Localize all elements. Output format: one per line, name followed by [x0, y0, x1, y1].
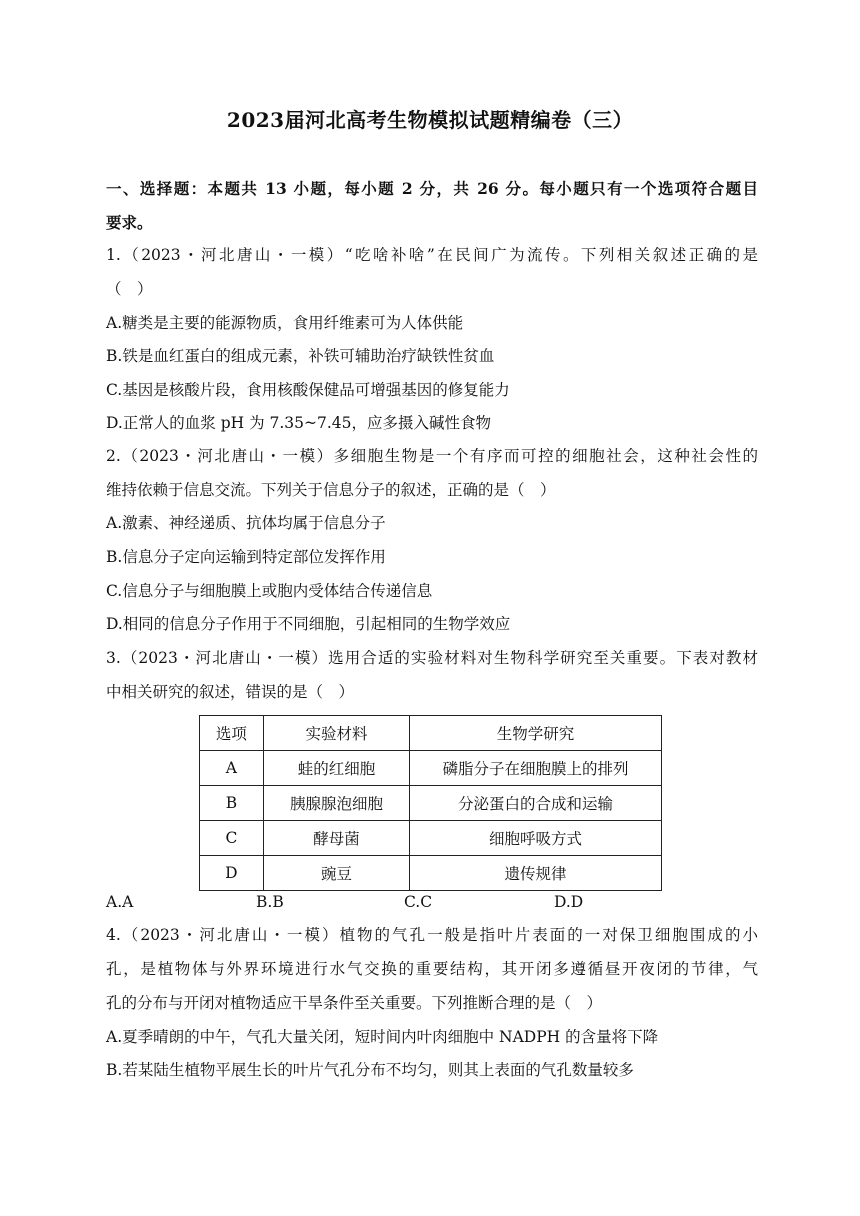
- table-row: [200, 821, 662, 856]
- table-cell: D: [200, 856, 264, 891]
- q1-option-b: B.铁是血红蛋白的组成元素，补铁可辅助治疗缺铁性贫血: [106, 347, 495, 365]
- table-cell: 蛙的红细胞: [263, 751, 409, 786]
- q1-option-c: C.基因是核酸片段，食用核酸保健品可增强基因的修复能力: [106, 381, 510, 399]
- table-cell: 胰腺腺泡细胞: [263, 786, 409, 821]
- table-row: [200, 751, 662, 786]
- q3-option-b: B.B: [256, 893, 284, 911]
- section-heading: [106, 172, 758, 240]
- table-cell: 分泌蛋白的合成和运输: [410, 786, 662, 821]
- table-cell: 豌豆: [263, 856, 409, 891]
- table-header-cell: 选项: [200, 716, 264, 751]
- q1-option-a: A.糖类是主要的能源物质，食用纤维素可为人体供能: [106, 314, 464, 332]
- table-cell: 遗传规律: [410, 856, 662, 891]
- q1-stem-line-1: 1.（2023・河北唐山・一模）“吃啥补啥”在民间广为流传。下列相关叙述正确的是: [106, 246, 758, 264]
- q4-stem-line-2: 孔，是植物体与外界环境进行水气交换的重要结构，其开闭多遵循昼开夜闭的节律，气: [106, 960, 758, 978]
- page-title: 2023届河北高考生物模拟试题精编卷（三）: [226, 108, 634, 132]
- q2-option-d: D.相同的信息分子作用于不同细胞，引起相同的生物学效应: [106, 615, 511, 633]
- q3-table: [199, 715, 662, 891]
- q3-stem-line-2: 中相关研究的叙述，错误的是（ ）: [106, 683, 355, 701]
- q4-stem-line-3: 孔的分布与开闭对植物适应干旱条件至关重要。下列推断合理的是（ ）: [106, 994, 603, 1012]
- q3-option-a: A.A: [106, 893, 134, 911]
- q1-stem-line-2: （ ）: [106, 280, 153, 298]
- q2-option-b: B.信息分子定向运输到特定部位发挥作用: [106, 548, 386, 566]
- section-heading-line-1: 一、选择题：本题共 13 小题，每小题 2 分，共 26 分。每小题只有一个选项符合题目: [106, 179, 758, 198]
- q2-stem-line-1: 2.（2023・河北唐山・一模）多细胞生物是一个有序而可控的细胞社会，这种社会性的: [106, 447, 758, 465]
- q4-option-a: A.夏季晴朗的中午，气孔大量关闭，短时间内叶肉细胞中 NADPH 的含量将下降: [106, 1028, 659, 1046]
- table-cell: 酵母菌: [263, 821, 409, 856]
- table-row: [200, 786, 662, 821]
- q2-stem-line-2: 维持依赖于信息交流。下列关于信息分子的叙述，正确的是（ ）: [106, 481, 556, 499]
- table-cell: A: [200, 751, 264, 786]
- table-header-row: [200, 716, 662, 751]
- q3-option-c: C.C: [404, 893, 433, 911]
- q2-option-c: C.信息分子与细胞膜上或胞内受体结合传递信息: [106, 582, 433, 600]
- q2-option-a: A.激素、神经递质、抗体均属于信息分子: [106, 514, 386, 532]
- table-row: [200, 856, 662, 891]
- q4-stem-line-1: 4.（2023・河北唐山・一模）植物的气孔一般是指叶片表面的一对保卫细胞围成的小: [106, 926, 758, 944]
- q4-option-b: B.若某陆生植物平展生长的叶片气孔分布不均匀，则其上表面的气孔数量较多: [106, 1061, 634, 1079]
- table-header-cell: 实验材料: [263, 716, 409, 751]
- section-heading-line-2: 要求。: [106, 213, 153, 232]
- table-cell: 磷脂分子在细胞膜上的排列: [410, 751, 662, 786]
- q1-option-d: D.正常人的血浆 pH 为 7.35~7.45，应多摄入碱性食物: [106, 414, 492, 432]
- table-header-cell: 生物学研究: [410, 716, 662, 751]
- table-cell: B: [200, 786, 264, 821]
- table-cell: C: [200, 821, 264, 856]
- q3-option-d: D.D: [554, 893, 584, 911]
- q3-stem-line-1: 3.（2023・河北唐山・一模）选用合适的实验材料对生物科学研究至关重要。下表对教材: [106, 649, 758, 667]
- table-cell: 细胞呼吸方式: [410, 821, 662, 856]
